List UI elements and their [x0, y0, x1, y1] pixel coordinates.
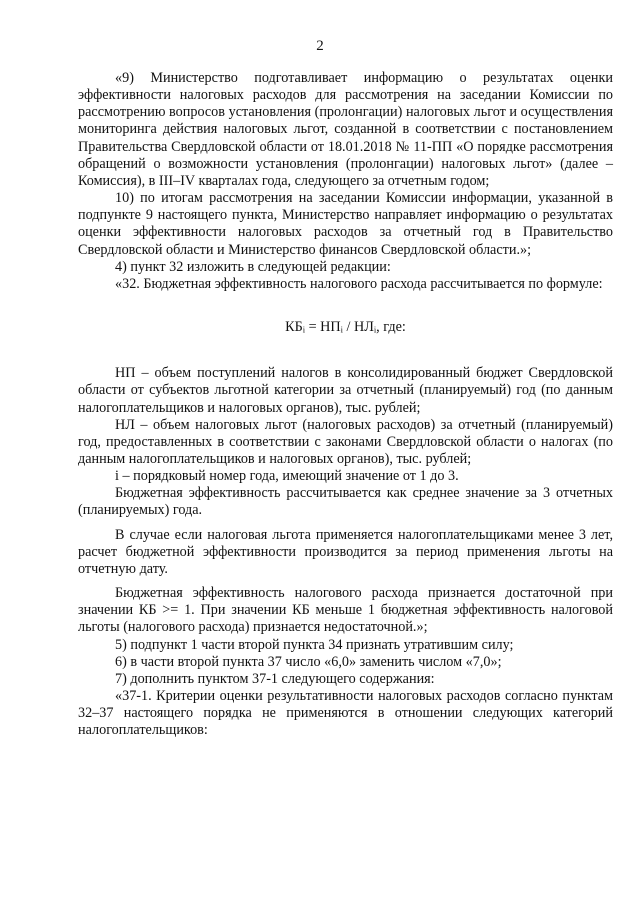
paragraph-point-6: 6) в части второй пункта 37 число «6,0» заменить числом «7,0»; — [115, 653, 502, 670]
formula: КБᵢ = НПᵢ / НЛᵢ, где: — [285, 319, 406, 336]
definition-np: НП – объем поступлений налогов в консолидированный бюджет Свердловской области от субъектов льготной категории за отчетный (планируемый) год (по данным налогоплательщиков и налоговых органов), тыс. рублей; — [78, 365, 613, 416]
paragraph-sufficiency: Бюджетная эффективность налогового расхода признается достаточной при значении КБ >= 1. При значении КБ меньше 1 бюджетная эффективность налоговой льготы (налогового расхода) признается недостаточной.»; — [78, 585, 613, 636]
paragraph-point-32: «32. Бюджетная эффективность налогового расхода рассчитывается по формуле: — [115, 275, 603, 292]
document-body — [78, 70, 613, 739]
paragraph-less-than-3-years: В случае если налоговая льгота применяется налогоплательщиками менее 3 лет, расчет бюджетной эффективности производится за период применения льготы на отчетную дату. — [78, 526, 613, 577]
paragraph-average: Бюджетная эффективность рассчитывается как среднее значение за 3 отчетных (планируемых) года. — [78, 485, 613, 519]
paragraph-point-5: 5) подпункт 1 части второй пункта 34 признать утратившим силу; — [115, 636, 514, 653]
paragraph-item-10: 10) по итогам рассмотрения на заседании Комиссии информации, указанной в подпункте 9 настоящего пункта, Министерство направляет информацию о результатах оценки эффективности налоговых расходов за отчетный год в Правительство Свердловской области и Министерство финансов Свердловской области.»; — [78, 190, 613, 258]
page-number: 2 — [316, 38, 324, 54]
paragraph-point-7: 7) дополнить пунктом 37-1 следующего содержания: — [115, 670, 435, 687]
paragraph-item-9: «9) Министерство подготавливает информацию о результатах оценки эффективности налоговых расходов для рассмотрения на заседании Комиссии по рассмотрению вопросов установления (пролонгации) налоговых льгот и осуществления мониторинга действия налоговых льгот, созданной в соответствии с постановлением Правительства Свердловской области от 18.01.2018 № 11-ПП «О порядке рассмотрения обращений о возможности установления (пролонгации) налоговых льгот» (далее – Комиссия), в III–IV кварталах года, следующего за отчетным годом; — [78, 70, 613, 189]
paragraph-point-37-1: «37-1. Критерии оценки результативности налоговых расходов согласно пунктам 32–37 настоящего порядка не применяются в отношении следующих категорий налогоплательщиков: — [78, 688, 613, 739]
definition-i: i – порядковый номер года, имеющий значение от 1 до 3. — [115, 468, 459, 485]
paragraph-point-4: 4) пункт 32 изложить в следующей редакции: — [115, 258, 391, 275]
definition-nl: НЛ – объем налоговых льгот (налоговых расходов) за отчетный (планируемый) год, предоставленных в соответствии с законами Свердловской области о налогах (по данным налогоплательщиков и налоговых органов), тыс. рублей; — [78, 416, 613, 467]
